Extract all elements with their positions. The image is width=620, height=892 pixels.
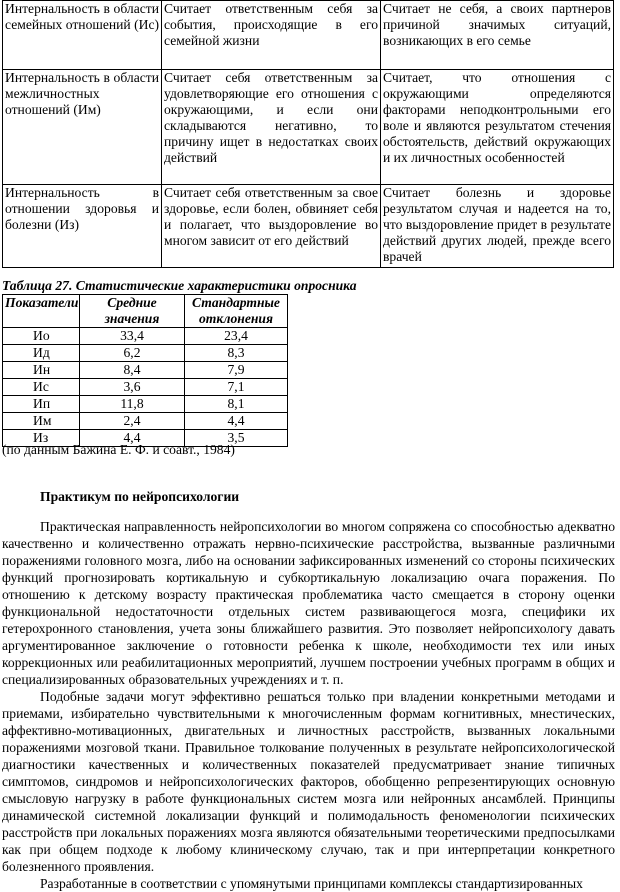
- sd-value: 7,1: [185, 379, 288, 396]
- indicator-label: Ид: [3, 345, 80, 362]
- paragraph: Разработанные в соответствии с упомянутыми принципами комплексы стандартизированных: [40, 876, 583, 891]
- indicator-label: Ин: [3, 362, 80, 379]
- table-row: [3, 396, 288, 413]
- mean-value: 8,4: [80, 362, 185, 379]
- high-internality-cell: Считает себя ответственным за удовлетворяющие его отношения с окружающими, и если они складываются негативно, то причину ищет в недостатках своих действий: [162, 70, 381, 185]
- high-internality-cell: Считает себя ответственным за свое здоровье, если болен, обвиняет себя и полагает, что выздоровление во многом зависит от его действий: [162, 185, 381, 268]
- mean-value: 6,2: [80, 345, 185, 362]
- indicator-label: Ис: [3, 379, 80, 396]
- table-header-row: [3, 295, 288, 328]
- indicator-label: Ип: [3, 396, 80, 413]
- table-row: [3, 185, 614, 268]
- column-header-means: Средние значения: [80, 295, 185, 328]
- indicator-label: Им: [3, 413, 80, 430]
- locus-of-control-table: [2, 0, 614, 268]
- sd-value: 8,1: [185, 396, 288, 413]
- table-row: [3, 362, 288, 379]
- column-header-indicators: Показатели: [3, 295, 80, 328]
- scale-cell: Интернальность в области межличностных отношений (Им): [3, 70, 162, 185]
- table-caption: Таблица 27. Статистические характеристики опросника: [2, 278, 357, 293]
- mean-value: 2,4: [80, 413, 185, 430]
- sd-value: 3,5: [185, 430, 288, 447]
- indicator-label: Ио: [3, 328, 80, 345]
- mean-value: 33,4: [80, 328, 185, 345]
- low-internality-cell: Считает болезнь и здоровье результатом случая и надеется на то, что выздоровление придет в результате действий других людей, прежде всего врачей: [381, 185, 614, 268]
- sd-value: 8,3: [185, 345, 288, 362]
- sd-value: 23,4: [185, 328, 288, 345]
- table-row: [3, 70, 614, 185]
- body-text: [2, 518, 615, 892]
- high-internality-cell: Считает ответственным себя за события, происходящие в его семейной жизни: [162, 1, 381, 70]
- mean-value: 11,8: [80, 396, 185, 413]
- table-row: [3, 379, 288, 396]
- sd-value: 7,9: [185, 362, 288, 379]
- scale-cell: Интернальность в отношении здоровья и болезни (Из): [3, 185, 162, 268]
- mean-value: 3,6: [80, 379, 185, 396]
- table-row: [3, 413, 288, 430]
- table-row: [3, 345, 288, 362]
- table-row: [3, 1, 614, 70]
- indicator-label: Из: [3, 430, 80, 447]
- column-header-sd: Стандартные отклонения: [185, 295, 288, 328]
- low-internality-cell: Считает, что отношения с окружающими определяются факторами неподконтрольными его воле и являются результатом стечения обстоятельств, действий окружающих и их личностных особенностей: [381, 70, 614, 185]
- source-note: (по данным Бажина Е. Ф. и соавт., 1984): [2, 442, 235, 457]
- statistics-table: [2, 294, 288, 447]
- scale-cell: Интернальность в области семейных отношений (Ис): [3, 1, 162, 70]
- section-heading: Практикум по нейропсихологии: [40, 489, 240, 504]
- sd-value: 4,4: [185, 413, 288, 430]
- paragraph: Подобные задачи могут эффективно решаться только при владении конкретными методами и приемами, избирательно чувствительными к многочисленным формам когнитивных, мнестических, аффективно-мотивационных, двигательных и личностных расстройств, вызванных локальными поражениями мозговой ткани. Правильное толкование полученных в результате нейропсихологической диагностики качественных и количественных показателей предусматривает знание типичных симптомов, синдромов и нейропсихологических факторов, обобщенно репрезентирующих основную смысловую нагрузку в работе функциональных систем мозга или нейронных ансамблей. Принципы динамической системной локализации функций и полимодальность феноменологии психических расстройств при локальных поражениях мозга являются обязательными теоретическими предпосылками как при общем подходе к любому клиническому случаю, так и при интерпретации конкретного болезненного проявления.: [2, 689, 615, 874]
- low-internality-cell: Считает не себя, а своих партнеров причиной значимых ситуаций, возникающих в его семье: [381, 1, 614, 70]
- table-row: [3, 328, 288, 345]
- paragraph: Практическая направленность нейропсихологии во многом сопряжена со способностью адекватно качественно и количественно отражать нервно-психические расстройства, вызванные различными поражениями головного мозга, либо на основании зафиксированных изменений со стороны психических функций прогнозировать кортикальную и субкортикальную локализацию очага поражения. По отношению к детскому возрасту практическая проблематика часто смещается в сторону оценки функциональной недостаточности отдельных систем развивающегося мозга, специфики их гетерохронного становления, учета зоны ближайшего развития. Это позволяет нейропсихологу давать аргументированное заключение о готовности ребенка к школе, необходимости тех или иных коррекционных или реабилитационных мероприятий, лучшем построении учебных программ в общих и специализированных образовательных учреждениях и т. п.: [2, 519, 615, 687]
- mean-value: 4,4: [80, 430, 185, 447]
